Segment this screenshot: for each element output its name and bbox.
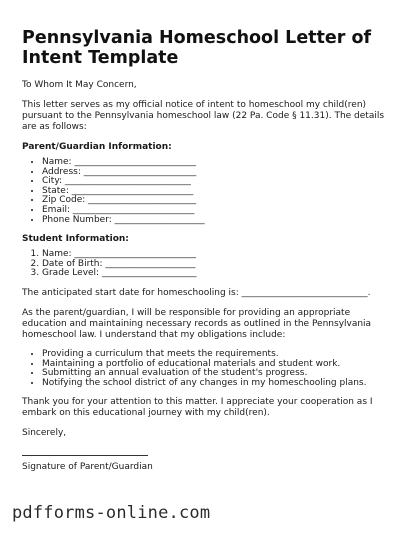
student-grade-field: 3. Grade Level: _____________________ [42, 269, 393, 279]
obligation-item: • Providing a curriculum that meets the requirements. [42, 350, 393, 360]
parent-city-field: • City: ____________________________ [42, 177, 393, 187]
obligation-item: • Maintaining a portfolio of educational materials and student work. [42, 360, 393, 370]
salutation: To Whom It May Concern, [22, 80, 137, 90]
start-date-line: The anticipated start date for homeschooling is: ____________________________. [22, 287, 371, 298]
parent-zip-field: • Zip Code: ________________________ [42, 196, 393, 206]
closing: Sincerely, [22, 428, 67, 439]
parent-address-field: • Address: _________________________ [42, 168, 393, 178]
footer-watermark: pdfforms-online.com [12, 503, 211, 523]
parent-section-heading: Parent/Guardian Information: [22, 142, 172, 152]
student-info-list [22, 250, 393, 279]
obligations-list [22, 350, 393, 388]
parent-name-field: • Name: ___________________________ [42, 158, 393, 168]
parent-email-field: • Email: ___________________________ [42, 206, 393, 216]
parent-state-field: • State: ___________________________ [42, 187, 393, 197]
obligation-item: • Notifying the school district of any changes in my homeschooling plans. [42, 379, 393, 389]
closing-paragraph: Thank you for your attention to this matter. I appreciate your cooperation as I embark on this educational journey with my child(ren). [22, 397, 373, 419]
obligation-item: • Submitting an annual evaluation of the student's progress. [42, 369, 393, 379]
student-dob-field: 2. Date of Birth: ____________________ [42, 260, 393, 270]
signature-line [22, 455, 148, 456]
parent-info-list [22, 158, 393, 225]
signature-label: Signature of Parent/Guardian [22, 462, 153, 473]
document-title: Pennsylvania Homeschool Letter of Intent Template [22, 28, 372, 68]
responsibility-paragraph: As the parent/guardian, I will be responsible for providing an appropriate education and maintaining necessary records as outlined in the Pennsylvania homeschool law. I understand that my obligations include: [22, 307, 372, 340]
student-section-heading: Student Information: [22, 234, 129, 245]
intro-paragraph: This letter serves as my official notice of intent to homeschool my child(ren) pursuant to the Pennsylvania homeschool law (22 Pa. Code § 11.31). The details are as follows: [22, 100, 385, 132]
student-name-field: 1. Name: ___________________________ [42, 250, 393, 260]
parent-phone-field: • Phone Number: ____________________ [42, 216, 393, 226]
